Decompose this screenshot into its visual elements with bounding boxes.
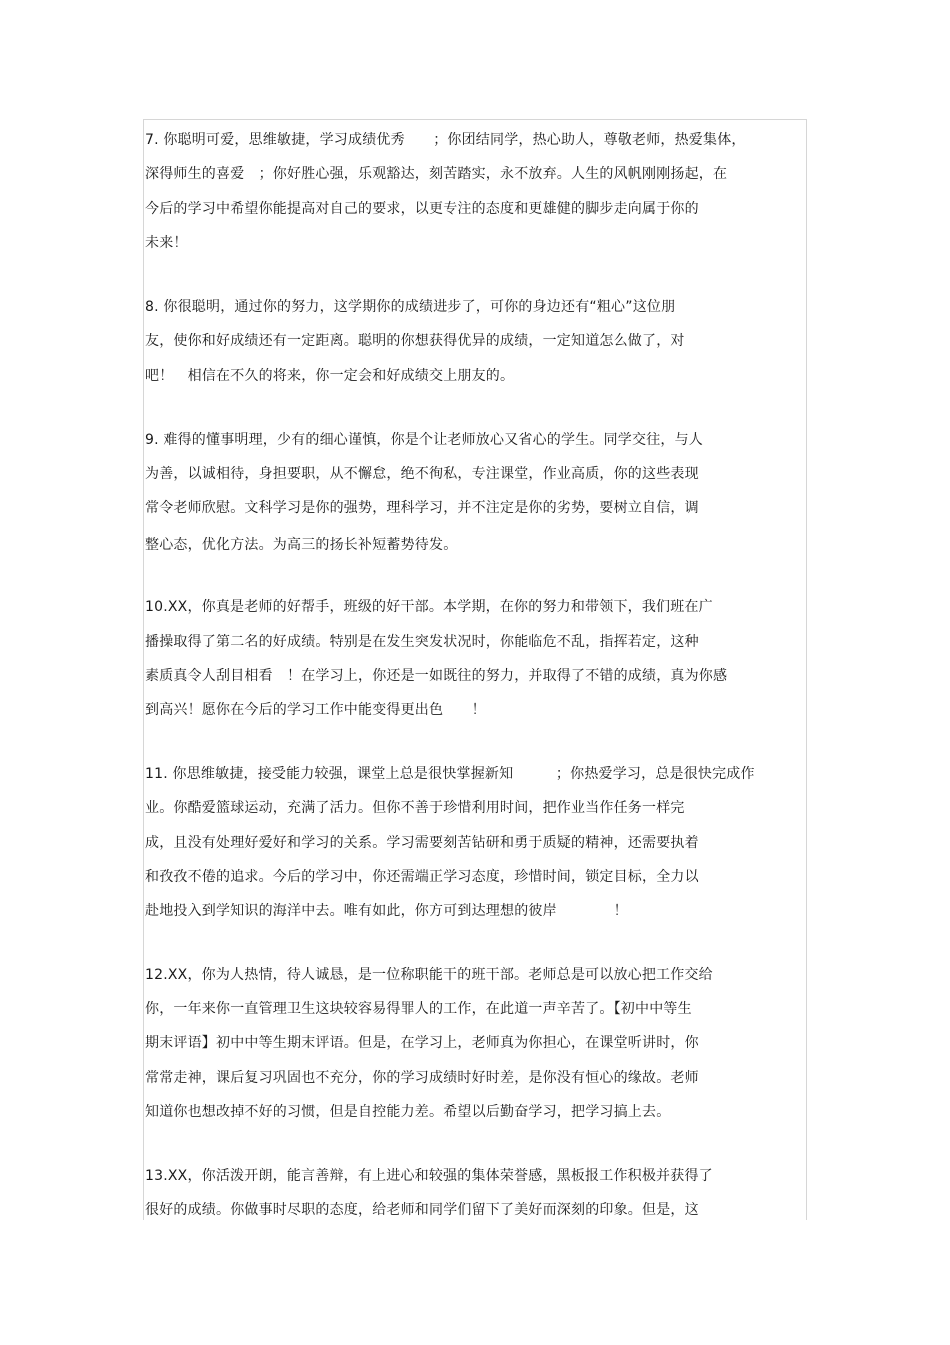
paragraph-8-line-2: 友，使你和好成绩还有一定距离。聪明的你想获得优异的成绩，一定知道怎么做了，对 <box>145 333 685 349</box>
paragraph-7-line-3: 今后的学习中希望你能提高对自己的要求，以更专注的态度和更雄健的脚步走向属于你的 <box>145 201 699 217</box>
paragraph-12-line-5: 知道你也想改掉不好的习惯，但是自控能力差。希望以后勤奋学习，把学习搞上去。 <box>145 1104 671 1120</box>
paragraph-9-line-4: 整心态，优化方法。为高三的扬长补短蓄势待发。 <box>145 537 458 553</box>
paragraph-10-line-1: 10.XX，你真是老师的好帮手，班级的好干部。本学期，在你的努力和带领下，我们班在广 <box>145 599 713 615</box>
paragraph-12-line-4: 常常走神，课后复习巩固也不充分，你的学习成绩时好时差，是你没有恒心的缘故。老师 <box>145 1070 699 1086</box>
paragraph-7-line-2: 深得师生的喜爱 ；你好胜心强，乐观豁达，刻苦踏实，永不放弃。人生的风帆刚刚扬起，在 <box>145 166 728 182</box>
paragraph-12-line-1: 12.XX，你为人热情，待人诚恳，是一位称职能干的班干部。老师总是可以放心把工作交给 <box>145 967 713 983</box>
paragraph-11-line-2: 业。你酷爱篮球运动，充满了活力。但你不善于珍惜利用时间，把作业当作任务一样完 <box>145 800 685 816</box>
paragraph-11-line-5: 赴地投入到学知识的海洋中去。唯有如此，你方可到达理想的彼岸 ！ <box>145 903 628 919</box>
page-border-left <box>143 119 144 1220</box>
paragraph-9-line-1: 9. 难得的懂事明理，少有的细心谨慎，你是个让老师放心又省心的学生。同学交往，与人 <box>145 432 704 448</box>
paragraph-9-line-3: 常令老师欣慰。文科学习是你的强势，理科学习，并不注定是你的劣势，要树立自信，调 <box>145 500 699 516</box>
paragraph-12-line-2: 你，一年来你一直管理卫生这块较容易得罪人的工作，在此道一声辛苦了。【初中中等生 <box>145 1001 692 1017</box>
page-border-right <box>806 119 807 1220</box>
paragraph-13-line-2: 很好的成绩。你做事时尽职的态度，给老师和同学们留下了美好而深刻的印象。但是，这 <box>145 1202 699 1218</box>
paragraph-11-line-1: 11. 你思维敏捷，接受能力较强，课堂上总是很快掌握新知 ；你热爱学习，总是很快完成作 <box>145 766 755 782</box>
page-border-top <box>143 119 807 120</box>
paragraph-12-line-3: 期末评语】初中中等生期末评语。但是，在学习上，老师真为你担心，在课堂听讲时，你 <box>145 1035 699 1051</box>
paragraph-7-line-4: 未来！ <box>145 235 188 251</box>
paragraph-9-line-2: 为善，以诚相待，身担要职，从不懈怠，绝不徇私，专注课堂，作业高质，你的这些表现 <box>145 466 699 482</box>
paragraph-8-line-1: 8. 你很聪明，通过你的努力，这学期你的成绩进步了，可你的身边还有“粗心”这位朋 <box>145 299 676 315</box>
paragraph-10-line-2: 播操取得了第二名的好成绩。特别是在发生突发状况时，你能临危不乱，指挥若定，这种 <box>145 634 699 650</box>
paragraph-7-line-1: 7. 你聪明可爱，思维敏捷，学习成绩优秀 ；你团结同学，热心助人，尊敬老师，热爱集体， <box>145 132 746 148</box>
paragraph-11-line-4: 和孜孜不倦的追求。今后的学习中，你还需端正学习态度，珍惜时间，锁定目标，全力以 <box>145 869 699 885</box>
paragraph-10-line-4: 到高兴！愿你在今后的学习工作中能变得更出色 ！ <box>145 702 486 718</box>
paragraph-8-line-3: 吧！ 相信在不久的将来，你一定会和好成绩交上朋友的。 <box>145 368 515 384</box>
paragraph-11-line-3: 成，且没有处理好爱好和学习的关系。学习需要刻苦钻研和勇于质疑的精神，还需要执着 <box>145 835 699 851</box>
paragraph-13-line-1: 13.XX，你活泼开朗，能言善辩，有上进心和较强的集体荣誉感，黑板报工作积极并获得了 <box>145 1168 713 1184</box>
paragraph-10-line-3: 素质真令人刮目相看 ！在学习上，你还是一如既往的努力，并取得了不错的成绩，真为你感 <box>145 668 728 684</box>
